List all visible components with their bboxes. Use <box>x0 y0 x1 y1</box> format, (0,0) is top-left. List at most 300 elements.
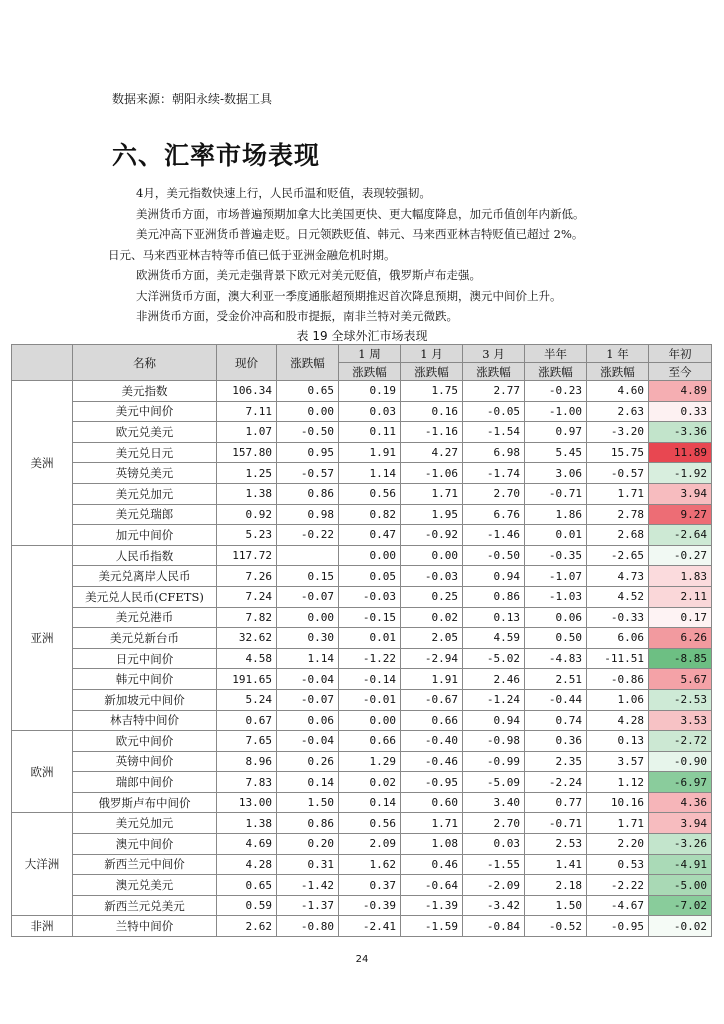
value-cell: 0.06 <box>277 710 339 731</box>
ytd-cell: 9.27 <box>649 504 712 525</box>
value-cell: 0.19 <box>339 381 401 402</box>
table-row <box>12 834 712 855</box>
table-row <box>12 422 712 443</box>
value-cell: 1.71 <box>401 483 463 504</box>
value-cell: 2.63 <box>587 401 649 422</box>
value-cell: 4.28 <box>587 710 649 731</box>
value-cell: -1.59 <box>401 916 463 937</box>
table-header-row-1 <box>12 345 712 363</box>
header-ytd-sub: 至今 <box>649 363 712 381</box>
value-cell: 0.86 <box>463 586 525 607</box>
value-cell: 0.36 <box>525 731 587 752</box>
value-cell: 0.53 <box>587 854 649 875</box>
value-cell: 1.86 <box>525 504 587 525</box>
value-cell: 1.71 <box>401 813 463 834</box>
value-cell: 10.16 <box>587 792 649 813</box>
value-cell: -2.65 <box>587 545 649 566</box>
ytd-cell: -7.02 <box>649 895 712 916</box>
value-cell: 4.52 <box>587 586 649 607</box>
value-cell: 1.38 <box>217 813 277 834</box>
value-cell <box>277 545 339 566</box>
value-cell: 1.71 <box>587 483 649 504</box>
table-row <box>12 751 712 772</box>
value-cell: -1.37 <box>277 895 339 916</box>
value-cell: 1.95 <box>401 504 463 525</box>
value-cell: 0.86 <box>277 813 339 834</box>
paragraph: 欧洲货币方面，美元走强背景下欧元对美元贬值，俄罗斯卢布走强。 <box>136 268 481 282</box>
value-cell: 3.40 <box>463 792 525 813</box>
table-row <box>12 545 712 566</box>
value-cell: 0.13 <box>587 731 649 752</box>
value-cell: -1.06 <box>401 463 463 484</box>
value-cell: 0.66 <box>401 710 463 731</box>
currency-name-cell: 美元兑加元 <box>73 813 217 834</box>
value-cell: 4.28 <box>217 854 277 875</box>
value-cell: 7.26 <box>217 566 277 587</box>
header-1m-sub: 涨跌幅 <box>401 363 463 381</box>
ytd-cell: 0.17 <box>649 607 712 628</box>
value-cell: 0.14 <box>277 772 339 793</box>
value-cell: 32.62 <box>217 628 277 649</box>
fx-market-table <box>11 344 712 937</box>
value-cell: 0.37 <box>339 875 401 896</box>
header-3m-sub: 涨跌幅 <box>463 363 525 381</box>
table-row <box>12 710 712 731</box>
table-row <box>12 586 712 607</box>
currency-name-cell: 欧元中间价 <box>73 731 217 752</box>
paragraph: 大洋洲货币方面，澳大利亚一季度通胀超预期推迟首次降息预期，澳元中间价上升。 <box>136 288 562 303</box>
value-cell: 1.14 <box>339 463 401 484</box>
header-1m: 1 月 <box>401 345 463 363</box>
currency-name-cell: 澳元兑美元 <box>73 875 217 896</box>
value-cell: 15.75 <box>587 442 649 463</box>
value-cell: 2.18 <box>525 875 587 896</box>
value-cell: 2.51 <box>525 669 587 690</box>
table-row <box>12 607 712 628</box>
value-cell: 1.29 <box>339 751 401 772</box>
header-1y: 1 年 <box>587 345 649 363</box>
value-cell: -2.41 <box>339 916 401 937</box>
table-row <box>12 689 712 710</box>
table-row <box>12 628 712 649</box>
value-cell: 0.86 <box>277 483 339 504</box>
value-cell: -0.67 <box>401 689 463 710</box>
value-cell: 0.60 <box>401 792 463 813</box>
value-cell: 2.68 <box>587 525 649 546</box>
paragraph: 日元、马来西亚林吉特等币值已低于亚洲金融危机时期。 <box>108 247 396 262</box>
section-heading: 六、汇率市场表现 <box>112 141 321 170</box>
value-cell: 1.41 <box>525 854 587 875</box>
currency-name-cell: 美元指数 <box>73 381 217 402</box>
header-price: 现价 <box>217 345 277 381</box>
value-cell: 2.53 <box>525 834 587 855</box>
value-cell: 1.12 <box>587 772 649 793</box>
table-body <box>12 381 712 937</box>
region-cell: 非洲 <box>12 916 73 937</box>
value-cell: 7.65 <box>217 731 277 752</box>
value-cell: 2.46 <box>463 669 525 690</box>
value-cell: 0.03 <box>339 401 401 422</box>
value-cell: -0.57 <box>587 463 649 484</box>
currency-name-cell: 美元兑加元 <box>73 483 217 504</box>
value-cell: -0.39 <box>339 895 401 916</box>
value-cell: 6.06 <box>587 628 649 649</box>
currency-name-cell: 英镑兑美元 <box>73 463 217 484</box>
header-region <box>12 345 73 381</box>
ytd-cell: 2.11 <box>649 586 712 607</box>
currency-name-cell: 新西兰元中间价 <box>73 854 217 875</box>
value-cell: -0.46 <box>401 751 463 772</box>
table-row <box>12 813 712 834</box>
value-cell: 0.92 <box>217 504 277 525</box>
value-cell: 1.38 <box>217 483 277 504</box>
currency-name-cell: 美元中间价 <box>73 401 217 422</box>
value-cell: -0.23 <box>525 381 587 402</box>
ytd-cell: -6.97 <box>649 772 712 793</box>
value-cell: 13.00 <box>217 792 277 813</box>
header-change: 涨跌幅 <box>277 345 339 381</box>
value-cell: 0.56 <box>339 483 401 504</box>
paragraph: 非洲货币方面，受金价冲高和股市提振，南非兰特对美元微跌。 <box>136 309 458 323</box>
value-cell: -1.55 <box>463 854 525 875</box>
currency-name-cell: 韩元中间价 <box>73 669 217 690</box>
value-cell: 6.76 <box>463 504 525 525</box>
value-cell: 1.08 <box>401 834 463 855</box>
value-cell: 0.20 <box>277 834 339 855</box>
value-cell: 0.47 <box>339 525 401 546</box>
ytd-cell: -1.92 <box>649 463 712 484</box>
value-cell: -0.50 <box>463 545 525 566</box>
value-cell: 0.31 <box>277 854 339 875</box>
value-cell: -0.71 <box>525 813 587 834</box>
value-cell: 0.65 <box>217 875 277 896</box>
value-cell: -1.03 <box>525 586 587 607</box>
value-cell: -0.98 <box>463 731 525 752</box>
value-cell: -0.86 <box>587 669 649 690</box>
table-row <box>12 483 712 504</box>
value-cell: 5.23 <box>217 525 277 546</box>
ytd-cell: 0.33 <box>649 401 712 422</box>
table-caption: 表 19 全球外汇市场表现 <box>296 329 428 343</box>
value-cell: 6.98 <box>463 442 525 463</box>
currency-name-cell: 美元兑人民币(CFETS) <box>73 586 217 607</box>
value-cell: 1.62 <box>339 854 401 875</box>
value-cell: 2.78 <box>587 504 649 525</box>
value-cell: 3.06 <box>525 463 587 484</box>
value-cell: 1.50 <box>277 792 339 813</box>
value-cell: 0.67 <box>217 710 277 731</box>
value-cell: -0.52 <box>525 916 587 937</box>
currency-name-cell: 欧元兑美元 <box>73 422 217 443</box>
value-cell: 0.13 <box>463 607 525 628</box>
value-cell: -0.01 <box>339 689 401 710</box>
value-cell: 0.94 <box>463 566 525 587</box>
value-cell: -0.95 <box>401 772 463 793</box>
currency-name-cell: 美元兑港币 <box>73 607 217 628</box>
value-cell: -0.03 <box>339 586 401 607</box>
value-cell: -0.40 <box>401 731 463 752</box>
value-cell: 0.02 <box>339 772 401 793</box>
value-cell: 1.14 <box>277 648 339 669</box>
ytd-cell: -2.64 <box>649 525 712 546</box>
currency-name-cell: 兰特中间价 <box>73 916 217 937</box>
value-cell: -0.95 <box>587 916 649 937</box>
value-cell: 1.25 <box>217 463 277 484</box>
value-cell: -0.03 <box>401 566 463 587</box>
table-row <box>12 504 712 525</box>
value-cell: 0.59 <box>217 895 277 916</box>
table-row <box>12 381 712 402</box>
table-row <box>12 792 712 813</box>
value-cell: -0.71 <box>525 483 587 504</box>
value-cell: 117.72 <box>217 545 277 566</box>
table-row <box>12 442 712 463</box>
value-cell: 0.77 <box>525 792 587 813</box>
header-1y-sub: 涨跌幅 <box>587 363 649 381</box>
value-cell: -0.50 <box>277 422 339 443</box>
value-cell: -1.42 <box>277 875 339 896</box>
value-cell: 0.00 <box>277 401 339 422</box>
value-cell: -2.94 <box>401 648 463 669</box>
table-row <box>12 525 712 546</box>
table-row <box>12 566 712 587</box>
value-cell: 0.94 <box>463 710 525 731</box>
value-cell: -1.46 <box>463 525 525 546</box>
currency-name-cell: 美元兑日元 <box>73 442 217 463</box>
value-cell: 2.77 <box>463 381 525 402</box>
value-cell: -0.44 <box>525 689 587 710</box>
value-cell: 0.00 <box>401 545 463 566</box>
value-cell: -4.67 <box>587 895 649 916</box>
ytd-cell: -2.72 <box>649 731 712 752</box>
currency-name-cell: 瑞郎中间价 <box>73 772 217 793</box>
value-cell: 4.73 <box>587 566 649 587</box>
value-cell: -4.83 <box>525 648 587 669</box>
currency-name-cell: 人民币指数 <box>73 545 217 566</box>
value-cell: 0.15 <box>277 566 339 587</box>
value-cell: -0.64 <box>401 875 463 896</box>
value-cell: 0.50 <box>525 628 587 649</box>
value-cell: 4.59 <box>463 628 525 649</box>
value-cell: 1.71 <box>587 813 649 834</box>
ytd-cell: 5.67 <box>649 669 712 690</box>
currency-name-cell: 英镑中间价 <box>73 751 217 772</box>
currency-name-cell: 美元兑瑞郎 <box>73 504 217 525</box>
header-1w: 1 周 <box>339 345 401 363</box>
value-cell: 1.06 <box>587 689 649 710</box>
value-cell: -0.80 <box>277 916 339 937</box>
ytd-cell: 4.36 <box>649 792 712 813</box>
header-3m: 3 月 <box>463 345 525 363</box>
value-cell: -5.02 <box>463 648 525 669</box>
region-cell: 大洋洲 <box>12 813 73 916</box>
paragraph: 美洲货币方面，市场普遍预期加拿大比美国更快、更大幅度降息，加元币值创年内新低。 <box>136 206 585 221</box>
ytd-cell: -3.36 <box>649 422 712 443</box>
value-cell: -1.00 <box>525 401 587 422</box>
page-number: 24 <box>355 954 369 965</box>
value-cell: 0.25 <box>401 586 463 607</box>
value-cell: 1.07 <box>217 422 277 443</box>
currency-name-cell: 林吉特中间价 <box>73 710 217 731</box>
value-cell: 5.24 <box>217 689 277 710</box>
value-cell: -5.09 <box>463 772 525 793</box>
ytd-cell: -0.90 <box>649 751 712 772</box>
value-cell: 0.74 <box>525 710 587 731</box>
currency-name-cell: 俄罗斯卢布中间价 <box>73 792 217 813</box>
value-cell: 1.50 <box>525 895 587 916</box>
value-cell: 7.82 <box>217 607 277 628</box>
table-row <box>12 895 712 916</box>
ytd-cell: 3.53 <box>649 710 712 731</box>
ytd-cell: 1.83 <box>649 566 712 587</box>
value-cell: -1.22 <box>339 648 401 669</box>
ytd-cell: 11.89 <box>649 442 712 463</box>
value-cell: 0.01 <box>339 628 401 649</box>
value-cell: -2.24 <box>525 772 587 793</box>
value-cell: 157.80 <box>217 442 277 463</box>
ytd-cell: 3.94 <box>649 813 712 834</box>
value-cell: 0.14 <box>339 792 401 813</box>
value-cell: -0.92 <box>401 525 463 546</box>
value-cell: -0.04 <box>277 731 339 752</box>
value-cell: -1.74 <box>463 463 525 484</box>
paragraph: 美元冲高下亚洲货币普遍走贬。日元领跌贬值、韩元、马来西亚林吉特贬值已超过 2%。 <box>136 227 584 241</box>
region-cell: 亚洲 <box>12 545 73 730</box>
value-cell: 1.75 <box>401 381 463 402</box>
value-cell: 7.11 <box>217 401 277 422</box>
value-cell: 2.62 <box>217 916 277 937</box>
currency-name-cell: 澳元中间价 <box>73 834 217 855</box>
value-cell: -1.16 <box>401 422 463 443</box>
value-cell: -0.15 <box>339 607 401 628</box>
table-row <box>12 463 712 484</box>
value-cell: -11.51 <box>587 648 649 669</box>
value-cell: -0.22 <box>277 525 339 546</box>
value-cell: 0.00 <box>339 545 401 566</box>
value-cell: 0.01 <box>525 525 587 546</box>
data-source-note: 数据来源：朝阳永续-数据工具 <box>112 92 273 106</box>
value-cell: -0.84 <box>463 916 525 937</box>
value-cell: -0.99 <box>463 751 525 772</box>
value-cell: -0.05 <box>463 401 525 422</box>
region-cell: 美洲 <box>12 381 73 546</box>
header-ytd: 年初 <box>649 345 712 363</box>
currency-name-cell: 新加坡元中间价 <box>73 689 217 710</box>
ytd-cell: -5.00 <box>649 875 712 896</box>
table-row <box>12 731 712 752</box>
value-cell: 0.82 <box>339 504 401 525</box>
header-1w-sub: 涨跌幅 <box>339 363 401 381</box>
value-cell: 0.16 <box>401 401 463 422</box>
value-cell: 1.91 <box>401 669 463 690</box>
value-cell: 0.03 <box>463 834 525 855</box>
value-cell: 0.97 <box>525 422 587 443</box>
value-cell: 0.30 <box>277 628 339 649</box>
currency-name-cell: 新西兰元兑美元 <box>73 895 217 916</box>
ytd-cell: -3.26 <box>649 834 712 855</box>
table-row <box>12 875 712 896</box>
value-cell: -0.35 <box>525 545 587 566</box>
value-cell: 0.11 <box>339 422 401 443</box>
currency-name-cell: 日元中间价 <box>73 648 217 669</box>
value-cell: 106.34 <box>217 381 277 402</box>
ytd-cell: -0.02 <box>649 916 712 937</box>
value-cell: 2.09 <box>339 834 401 855</box>
value-cell: 5.45 <box>525 442 587 463</box>
value-cell: -1.24 <box>463 689 525 710</box>
value-cell: 4.58 <box>217 648 277 669</box>
value-cell: 0.56 <box>339 813 401 834</box>
value-cell: -0.14 <box>339 669 401 690</box>
ytd-cell: 4.89 <box>649 381 712 402</box>
table-row <box>12 854 712 875</box>
value-cell: -3.42 <box>463 895 525 916</box>
value-cell: 0.66 <box>339 731 401 752</box>
value-cell: 7.24 <box>217 586 277 607</box>
table-row <box>12 772 712 793</box>
value-cell: 4.69 <box>217 834 277 855</box>
value-cell: -0.04 <box>277 669 339 690</box>
ytd-cell: -8.85 <box>649 648 712 669</box>
header-6m: 半年 <box>525 345 587 363</box>
ytd-cell: 3.94 <box>649 483 712 504</box>
value-cell: 0.46 <box>401 854 463 875</box>
ytd-cell: -2.53 <box>649 689 712 710</box>
region-cell: 欧洲 <box>12 731 73 813</box>
value-cell: 0.06 <box>525 607 587 628</box>
currency-name-cell: 美元兑离岸人民币 <box>73 566 217 587</box>
ytd-cell: 6.26 <box>649 628 712 649</box>
ytd-cell: -4.91 <box>649 854 712 875</box>
value-cell: -3.20 <box>587 422 649 443</box>
value-cell: 4.60 <box>587 381 649 402</box>
value-cell: 0.02 <box>401 607 463 628</box>
value-cell: -0.33 <box>587 607 649 628</box>
value-cell: 0.95 <box>277 442 339 463</box>
header-6m-sub: 涨跌幅 <box>525 363 587 381</box>
value-cell: -0.57 <box>277 463 339 484</box>
value-cell: 0.26 <box>277 751 339 772</box>
currency-name-cell: 加元中间价 <box>73 525 217 546</box>
value-cell: -2.09 <box>463 875 525 896</box>
table-row <box>12 648 712 669</box>
value-cell: 2.70 <box>463 483 525 504</box>
value-cell: 3.57 <box>587 751 649 772</box>
value-cell: -1.07 <box>525 566 587 587</box>
value-cell: 191.65 <box>217 669 277 690</box>
value-cell: 2.70 <box>463 813 525 834</box>
value-cell: -0.07 <box>277 586 339 607</box>
value-cell: 0.65 <box>277 381 339 402</box>
value-cell: -0.07 <box>277 689 339 710</box>
value-cell: 0.00 <box>339 710 401 731</box>
value-cell: -2.22 <box>587 875 649 896</box>
value-cell: -1.54 <box>463 422 525 443</box>
value-cell: 2.05 <box>401 628 463 649</box>
value-cell: 1.91 <box>339 442 401 463</box>
table-row <box>12 401 712 422</box>
value-cell: -1.39 <box>401 895 463 916</box>
currency-name-cell: 美元兑新台币 <box>73 628 217 649</box>
value-cell: 2.20 <box>587 834 649 855</box>
table-row <box>12 669 712 690</box>
paragraph: 4月，美元指数快速上行，人民币温和贬值，表现较强韧。 <box>136 186 431 200</box>
value-cell: 0.05 <box>339 566 401 587</box>
value-cell: 0.98 <box>277 504 339 525</box>
table-row <box>12 916 712 937</box>
value-cell: 2.35 <box>525 751 587 772</box>
header-name: 名称 <box>73 345 217 381</box>
